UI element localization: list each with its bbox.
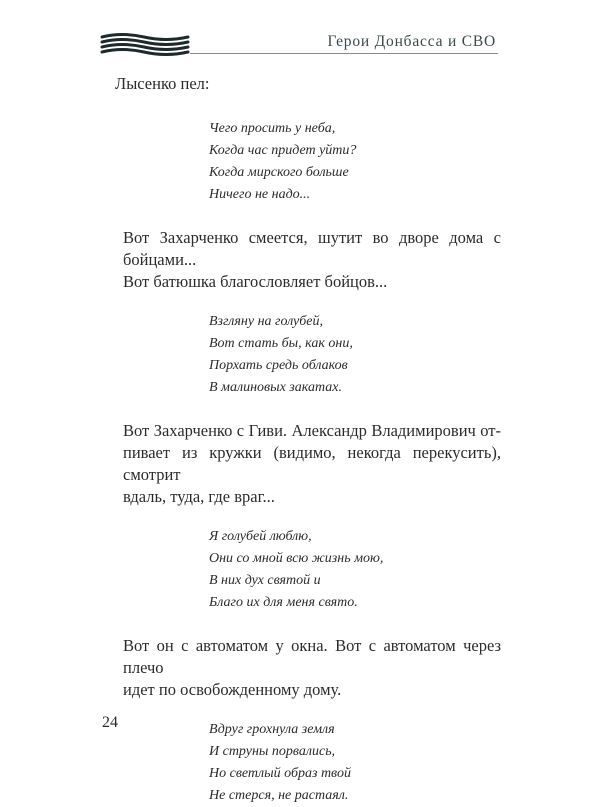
verse-line: Но светлый образ твой	[209, 766, 351, 781]
st-george-ribbon-icon	[100, 32, 190, 56]
paragraph-line: Вот батюшка благословляет бойцов...	[123, 272, 388, 291]
running-head: Герои Донбасса и СВО	[327, 33, 496, 50]
verse-line: Я голубей люблю,	[209, 529, 312, 544]
verse-line: Когда час придет уйти?	[209, 143, 357, 158]
page-number: 24	[102, 714, 118, 731]
verse-stanza	[209, 719, 501, 807]
page-body	[115, 70, 501, 807]
paragraph-line: Вот он с автоматом у окна. Вот с автоматом через плечо	[123, 636, 501, 677]
verse-line: В малиновых закатах.	[209, 380, 342, 395]
verse-stanza	[209, 526, 501, 614]
verse-line: В них дух святой и	[209, 573, 321, 588]
verse-line: Не стерся, не растаял.	[209, 788, 349, 803]
verse-line: Чего просить у неба,	[209, 121, 336, 136]
verse-line: Они со мной всю жизнь мою,	[209, 551, 384, 566]
paragraph-line: Вот Захарченко смеется, шутит во дворе дома с бойцами...	[123, 228, 501, 269]
verse-stanza	[209, 118, 501, 206]
verse-line: Вдруг грохнула земля	[209, 722, 335, 737]
header-rule	[190, 53, 498, 54]
verse-line: Благо их для меня свято.	[209, 595, 358, 610]
paragraph-line: пивает из кружки (видимо, некогда перекусить), смотрит	[123, 443, 501, 484]
verse-line: И струны порвались,	[209, 744, 336, 759]
verse-stanza	[209, 311, 501, 399]
verse-line: Вот стать бы, как они,	[209, 336, 353, 351]
paragraph	[123, 420, 501, 508]
verse-line: Порхать средь облаков	[209, 358, 348, 373]
paragraph-line: идет по освобожденному дому.	[123, 680, 342, 699]
verse-line: Ничего не надо...	[209, 187, 311, 202]
paragraph: Лысенко пел:	[115, 74, 210, 93]
paragraph	[123, 227, 501, 293]
verse-line: Взгляну на голубей,	[209, 314, 324, 329]
verse-line: Когда мирского больше	[209, 165, 349, 180]
paragraph	[123, 635, 501, 701]
paragraph-line: Вот Захарченко с Гиви. Александр Владимирович от-	[123, 421, 501, 440]
paragraph-line: вдаль, туда, где враг...	[123, 487, 275, 506]
